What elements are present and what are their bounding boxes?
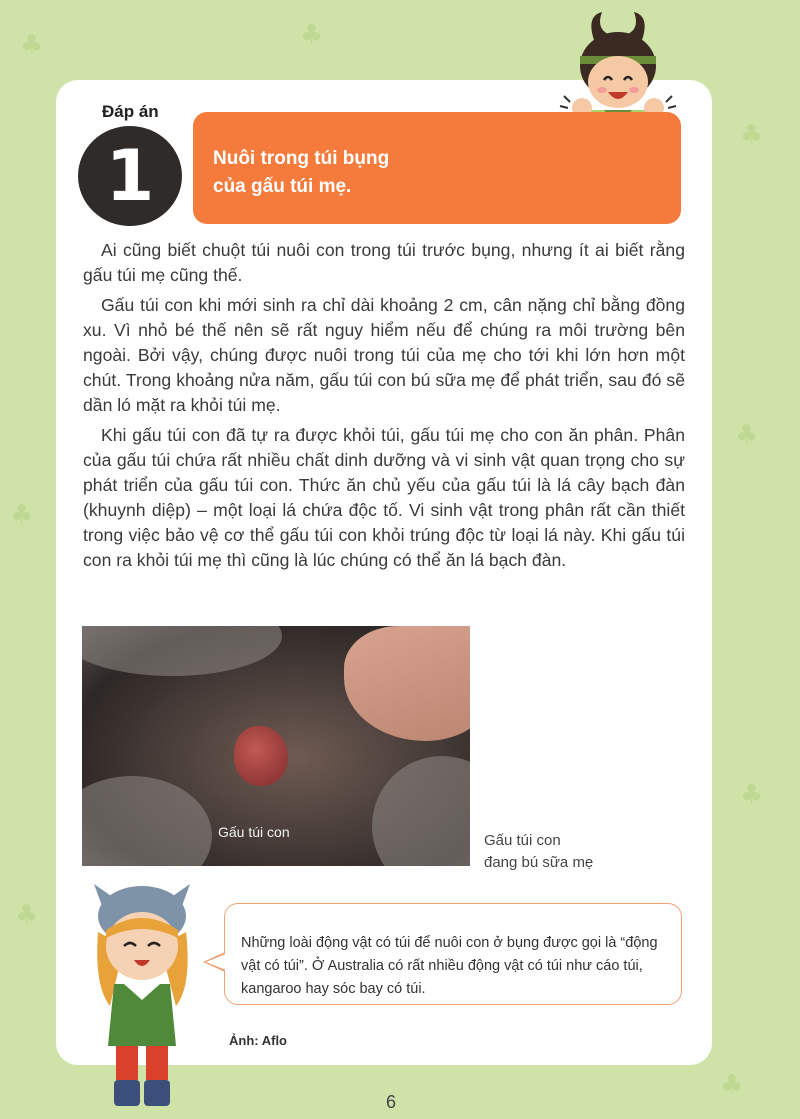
body-paragraph: Khi gấu túi con đã tự ra được khỏi túi, gấu túi mẹ cho con ăn phân. Phân của gấu túi chứa rất nhiều chất dinh dưỡng và vi sinh vật quan trọng cho sự phát triển của gấu túi con. Thức ăn chủ yếu của gấu túi là lá cây bạch đàn (khuynh diệp) – một loại lá chứa độc tố. Vi sinh vật trong phân rất cần thiết trong việc bảo vệ cơ thể gấu túi con khỏi trúng độc từ loại lá này. Khi gấu túi con ra khỏi túi mẹ thì cũng là lúc chúng có thể ăn lá bạch đàn. xyxy=(83,425,685,570)
body-text xyxy=(83,238,685,578)
clover-decoration: ♣ xyxy=(20,30,44,60)
photo-caption xyxy=(484,830,593,874)
fur-texture xyxy=(82,776,212,866)
clover-decoration: ♣ xyxy=(300,20,324,50)
girl-mascot-illustration xyxy=(84,876,202,1114)
joey xyxy=(234,726,288,786)
answer-number: 1 xyxy=(105,135,155,217)
koala-joey-photo xyxy=(82,626,470,866)
photo-label: Gấu túi con xyxy=(218,824,290,840)
clover-decoration: ♣ xyxy=(740,780,764,810)
speech-bubble xyxy=(224,903,682,1005)
page-number: 6 xyxy=(386,1092,397,1112)
answer-number-badge xyxy=(78,126,182,226)
hand-thumb xyxy=(344,626,470,741)
caption-line-1: Gấu túi con xyxy=(484,832,561,849)
clover-decoration: ♣ xyxy=(735,420,759,450)
clover-decoration: ♣ xyxy=(15,900,39,930)
caption-line-2: đang bú sữa mẹ xyxy=(484,854,594,871)
answer-headline-box xyxy=(193,112,681,224)
fur-texture xyxy=(82,626,282,676)
body-paragraph: Gấu túi con khi mới sinh ra chỉ dài khoảng 2 cm, cân nặng chỉ bằng đồng xu. Vì nhỏ bé thế nên sẽ rất nguy hiểm nếu để chúng ra môi trường bên ngoài. Bởi vậy, chúng được nuôi trong túi của mẹ cho tới khi lớn hơn một chút. Trong khoảng nửa năm, gấu túi con bú sữa mẹ để phát triển, sau đó sẽ dần ló mặt ra khỏi túi mẹ. xyxy=(83,295,685,415)
speech-bubble-text: Những loài động vật có túi để nuôi con ở bụng được gọi là “động vật có túi”. Ở Australia có rất nhiều động vật có túi như cáo túi, kangaroo hay sóc bay có túi. xyxy=(241,935,658,997)
headline-line-2: của gấu túi mẹ. xyxy=(213,176,352,197)
body-paragraph: Ai cũng biết chuột túi nuôi con trong túi trước bụng, nhưng ít ai biết rằng gấu túi mẹ cũng thế. xyxy=(83,240,685,285)
speech-bubble-tail-fill xyxy=(206,954,226,970)
fur-texture xyxy=(372,756,470,866)
answer-label: Đáp án xyxy=(102,102,159,121)
clover-decoration: ♣ xyxy=(10,500,34,530)
clover-decoration: ♣ xyxy=(720,1070,744,1100)
photo-credit: Ảnh: Aflo xyxy=(229,1033,287,1048)
headline-line-1: Nuôi trong túi bụng xyxy=(213,148,390,169)
clover-decoration: ♣ xyxy=(740,120,764,150)
